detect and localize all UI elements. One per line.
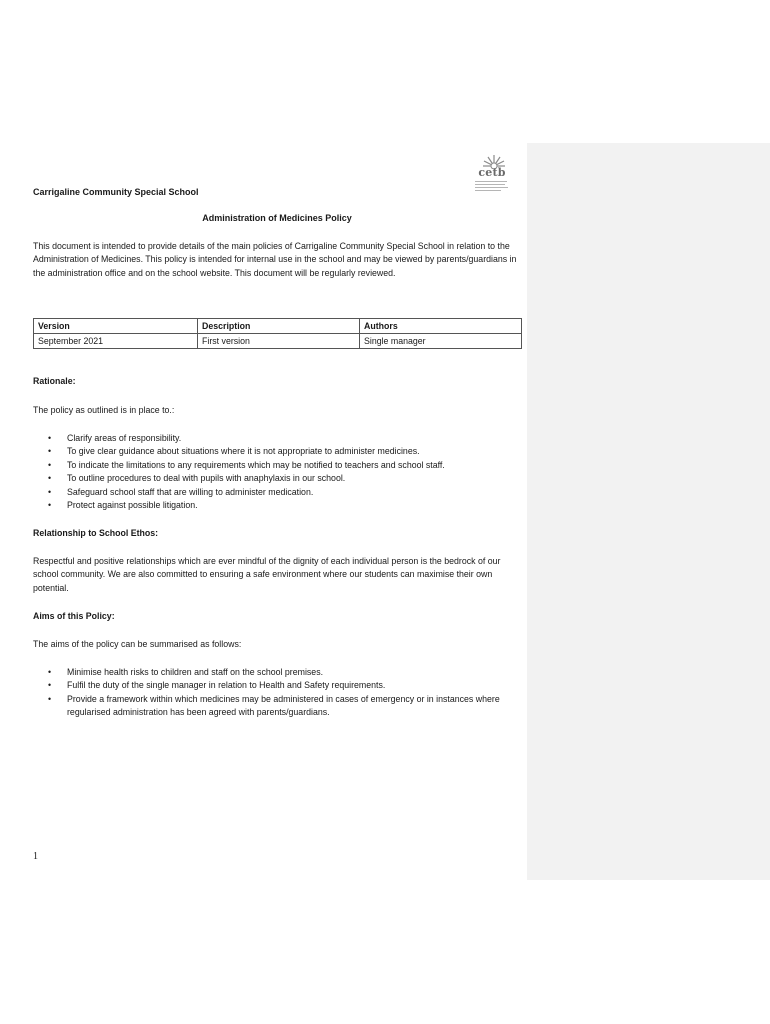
bullet-icon: • bbox=[48, 693, 52, 704]
bullet-icon: • bbox=[48, 680, 52, 691]
aims-lead: The aims of the policy can be summarised as follows: bbox=[33, 639, 242, 649]
aims-list bbox=[33, 666, 523, 720]
list-item: • To outline procedures to deal with pupils with anaphylaxis in our school. bbox=[33, 472, 523, 485]
bullet-icon: • bbox=[48, 433, 52, 443]
list-item: • Provide a framework within which medicines may be administered in cases of emergency or in instances where regularised administration has been agreed with parents/guardians. bbox=[48, 693, 500, 718]
bullet-icon: • bbox=[48, 446, 52, 457]
logo-subtitle-lines bbox=[475, 181, 511, 193]
bullet-icon: • bbox=[48, 667, 52, 677]
rationale-lead: The policy as outlined is in place to.: bbox=[33, 405, 175, 415]
logo-wordmark: cetb bbox=[478, 166, 506, 179]
list-item: • Fulfil the duty of the single manager in relation to Health and Safety requirements. bbox=[33, 679, 523, 692]
table-cell: First version bbox=[198, 334, 360, 349]
cetb-logo bbox=[474, 153, 514, 197]
comment-margin-pane bbox=[527, 143, 770, 880]
bullet-icon: • bbox=[48, 486, 52, 497]
table-row bbox=[34, 334, 522, 349]
ethos-heading: Relationship to School Ethos: bbox=[33, 528, 159, 538]
aims-heading: Aims of this Policy: bbox=[33, 611, 115, 621]
school-name: Carrigaline Community Special School bbox=[33, 187, 199, 197]
list-item: • Minimise health risks to children and staff on the school premises. bbox=[33, 666, 523, 679]
bullet-icon: • bbox=[48, 473, 52, 484]
list-item: • Clarify areas of responsibility. bbox=[33, 432, 523, 445]
policy-title: Administration of Medicines Policy bbox=[202, 213, 352, 223]
intro-paragraph: This document is intended to provide details of the main policies of Carrigaline Community Special School in relation to the Administration of Medicines. This policy is intended for internal use in the school and may be viewed by parents/guardians in the administration office and on the school website. This document will be regularly reviewed. bbox=[33, 241, 517, 278]
list-item: • To indicate the limitations to any requirements which may be notified to teachers and school staff. bbox=[33, 459, 523, 472]
bullet-icon: • bbox=[48, 500, 52, 511]
table-header-cell: Description bbox=[198, 319, 360, 334]
table-header-cell: Authors bbox=[360, 319, 522, 334]
ethos-paragraph: Respectful and positive relationships which are ever mindful of the dignity of each individual person is the bedrock of our school community. We are also committed to ensuring a safe environment where our students can maximise their own potential. bbox=[33, 556, 501, 593]
table-header-cell: Version bbox=[34, 319, 198, 334]
rationale-list bbox=[33, 432, 523, 512]
version-table bbox=[33, 318, 522, 349]
table-header-row bbox=[34, 319, 522, 334]
page-number: 1 bbox=[33, 851, 38, 862]
table-cell: Single manager bbox=[360, 334, 522, 349]
list-item: • Safeguard school staff that are willing to administer medication. bbox=[33, 486, 523, 499]
rationale-heading: Rationale: bbox=[33, 376, 76, 386]
list-item: • To give clear guidance about situations where it is not appropriate to administer medicines. bbox=[33, 445, 523, 458]
bullet-icon: • bbox=[48, 459, 52, 470]
table-cell: September 2021 bbox=[34, 334, 198, 349]
list-item: • Protect against possible litigation. bbox=[33, 499, 523, 512]
